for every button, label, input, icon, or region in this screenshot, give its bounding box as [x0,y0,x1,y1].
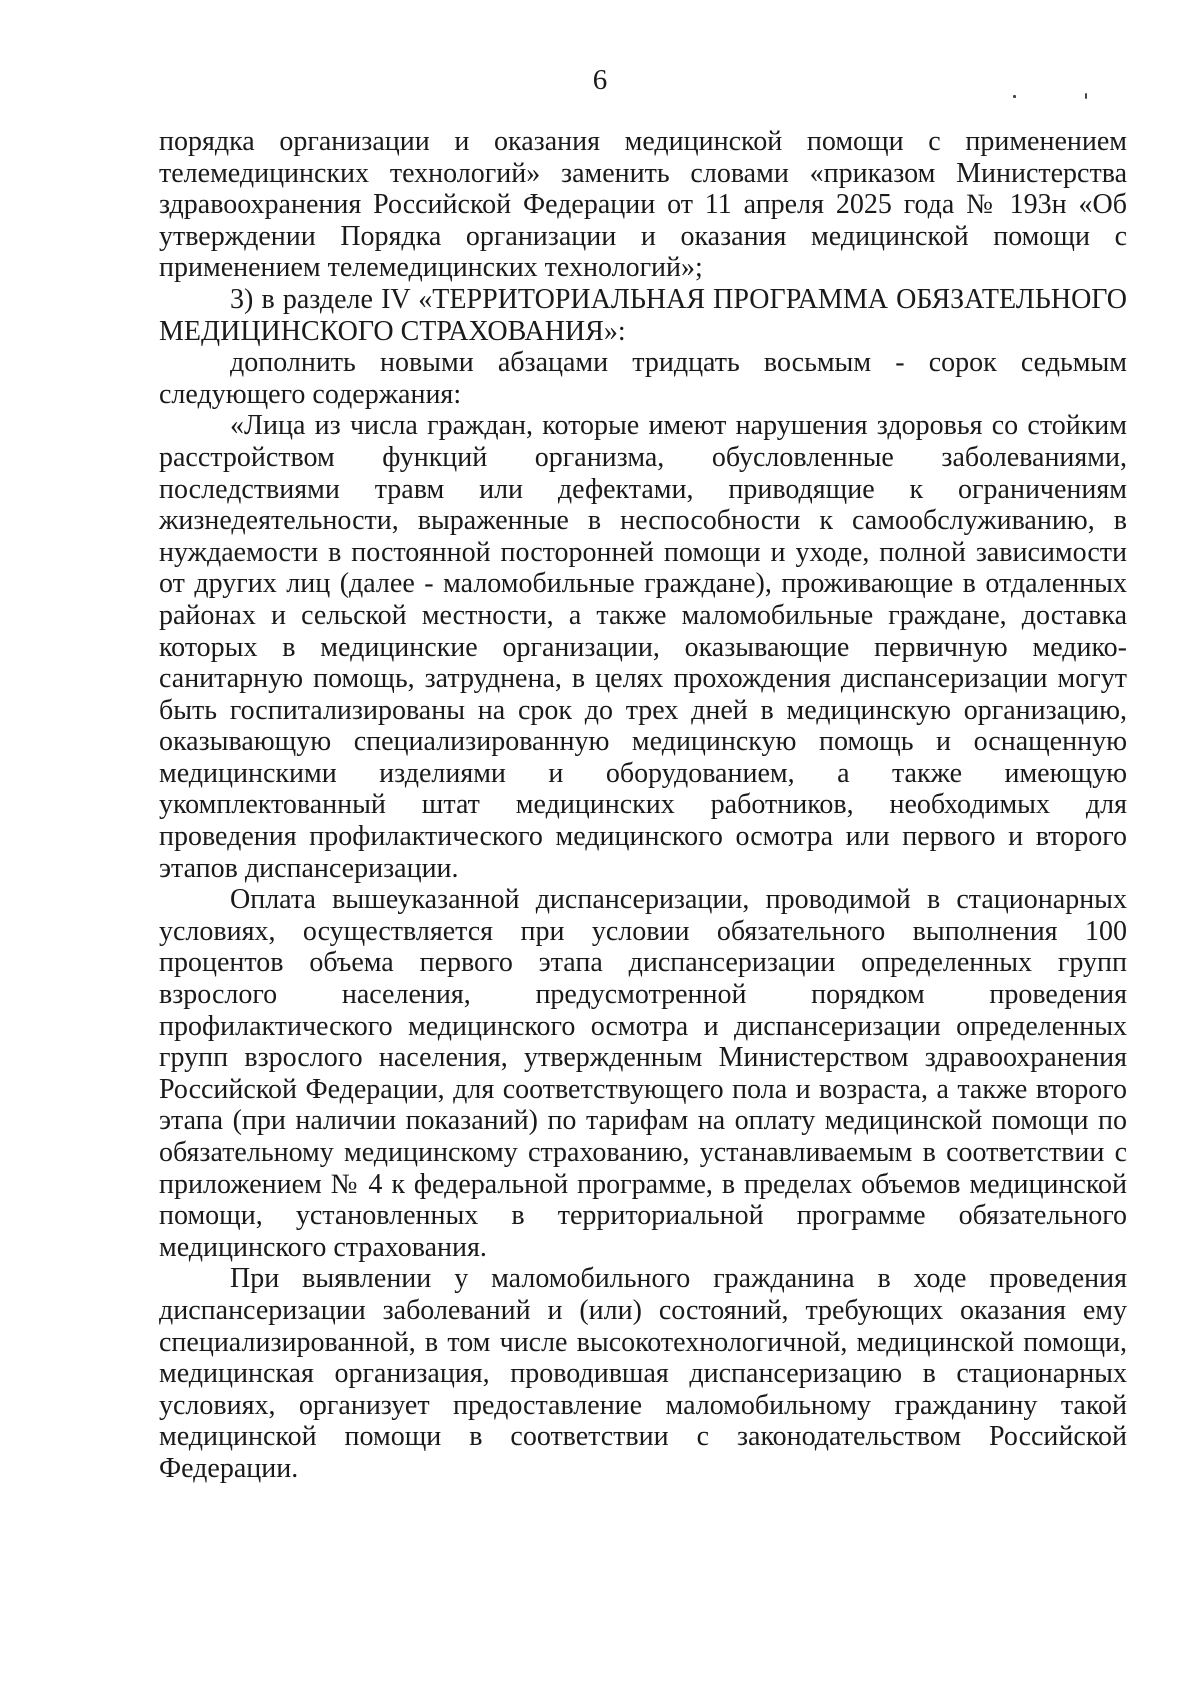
document-body [159,126,1127,1485]
page-number: 6 [592,64,608,96]
paragraph-continuation: порядка организации и оказания медицинской помощи с применением телемедицинских технологий» заменить словами «приказом Министерства здравоохранения Российской Федерации от 11 апреля 2025 года № 193н «Об утверждении Порядка организации и оказания медицинской помощи с применением телемедицинских технологий»; [159,126,1127,284]
paragraph-low-mobility-citizens: «Лица из числа граждан, которые имеют нарушения здоровья со стойким расстройством функций организма, обусловленные заболеваниями, последствиями травм или дефектами, приводящие к ограничениям жизнедеятельности, выраженные в неспособности к самообслуживанию, в нуждаемости в постоянной посторонней помощи и уходе, полной зависимости от других лиц (далее - маломобильные граждане), проживающие в отдаленных районах и сельской местности, а также маломобильные граждане, доставка которых в медицинские организации, оказывающие первичную медико-санитарную помощь, затруднена, в целях прохождения диспансеризации могут быть госпитализированы на срок до трех дней в медицинскую организацию, оказывающую специализированную медицинскую помощь и оснащенную медицинскими изделиями и оборудованием, а также имеющую укомплектованный штат медицинских работников, необходимых для проведения профилактического медицинского осмотра или первого и второго этапов диспансеризации. [159,410,1127,884]
scan-speck [1085,93,1087,99]
paragraph-amendment-intro: дополнить новыми абзацами тридцать восьмым - сорок седьмым следующего содержания: [159,347,1127,410]
scan-speck [1013,95,1016,98]
paragraph-item-3: 3) в разделе IV «ТЕРРИТОРИАЛЬНАЯ ПРОГРАММА ОБЯЗАТЕЛЬНОГО МЕДИЦИНСКОГО СТРАХОВАНИЯ»: [159,283,1127,347]
paragraph-specialized-care: При выявлении у маломобильного гражданина в ходе проведения диспансеризации заболеваний и (или) состояний, требующих оказания ему специализированной, в том числе высокотехнологичной, медицинской помощи, медицинская организация, проводившая диспансеризацию в стационарных условиях, организует предоставление маломобильному гражданину такой медицинской помощи в соответствии с законодательством Российской Федерации. [159,1263,1127,1484]
paragraph-payment: Оплата вышеуказанной диспансеризации, проводимой в стационарных условиях, осуществляется при условии обязательного выполнения 100 процентов объема первого этапа диспансеризации определенных групп взрослого населения, предусмотренной порядком проведения профилактического медицинского осмотра и диспансеризации определенных групп взрослого населения, утвержденным Министерством здравоохранения Российской Федерации, для соответствующего пола и возраста, а также второго этапа (при наличии показаний) по тарифам на оплату медицинской помощи по обязательному медицинскому страхованию, устанавливаемым в соответствии с приложением № 4 к федеральной программе, в пределах объемов медицинской помощи, установленных в территориальной программе обязательного медицинского страхования. [159,884,1127,1263]
